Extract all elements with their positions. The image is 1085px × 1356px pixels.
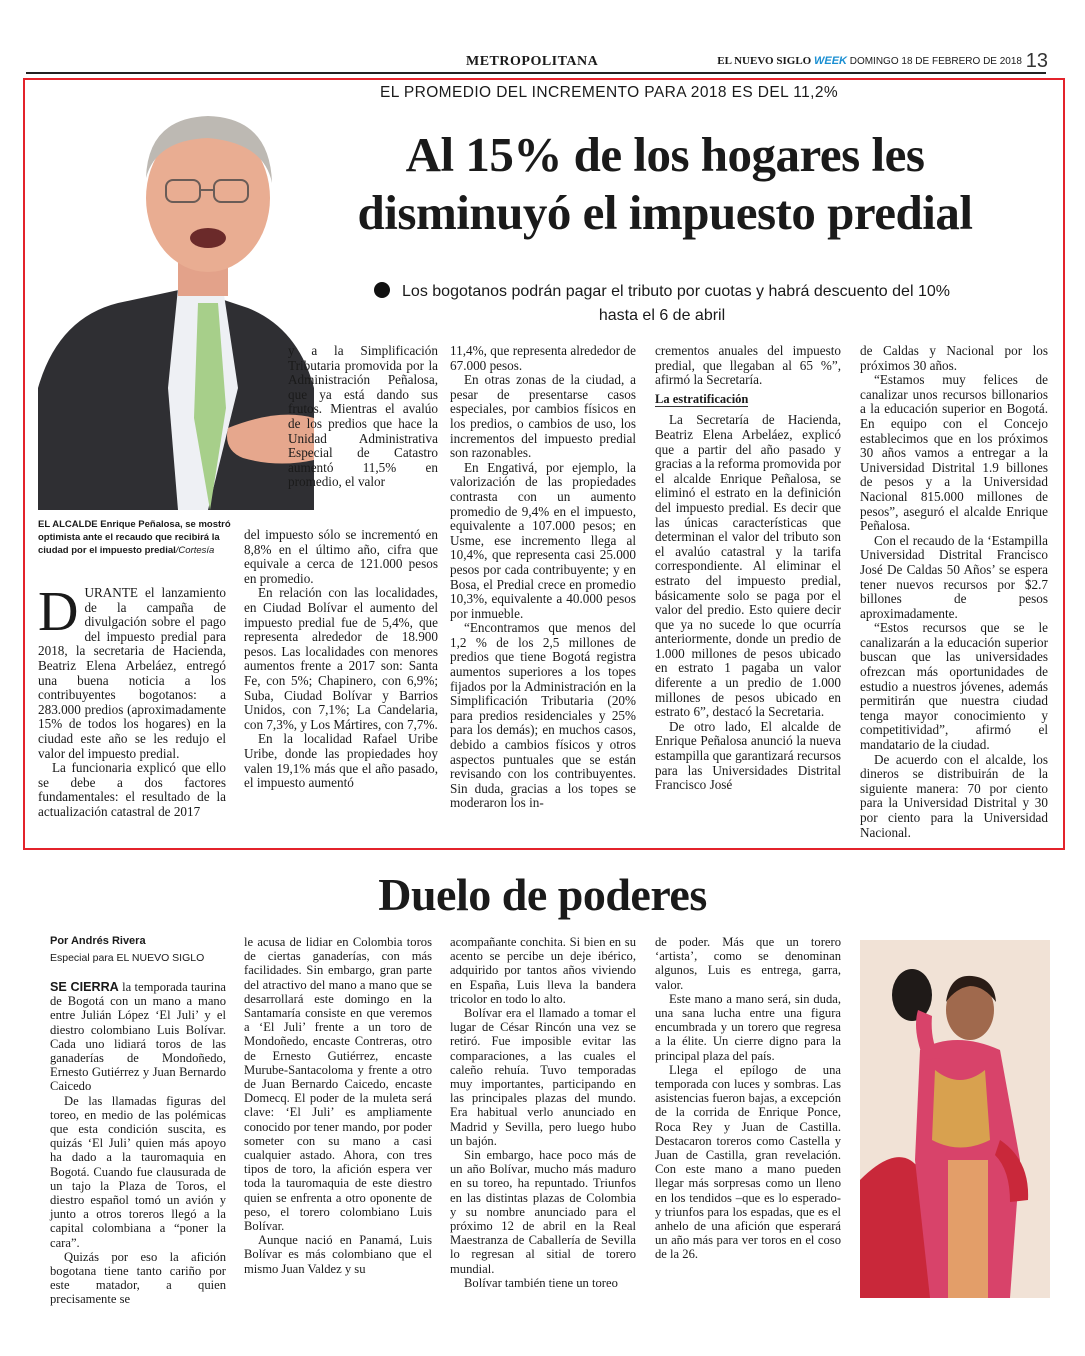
paragraph: En otras zonas de la ciudad, a pesar de presentarse casos especiales, por cambios físicos en los predios, o cambios de uso, los incrementos del impuesto predial son razonables. (450, 372, 636, 461)
paragraph: acompañante conchita. Si bien en su acento se percibe un deje ibérico, adquirido por tantos años viviendo en España, Luis lleva la bandera tricolor en todo lo alto. (450, 935, 636, 1006)
caption-text: EL ALCALDE Enrique Peñalosa, se mostró optimista ante el recaudo que recibirá la ciudad por el impuesto predial (38, 519, 231, 556)
issue-date: DOMINGO 18 DE FEBRERO DE 2018 (849, 56, 1022, 67)
paragraph: URANTE el lanzamiento de la campaña de divulgación sobre el pago del impuesto predial para 2018, la secretaria de Hacienda, Beatriz Elena Arbeláez, entregó una buena noticia a los contribuyentes bogotanos: a 283.000 predios (aproximadamente 15% de todos los hogares) en la ciudad este año se les redujo el valor del impuesto predial. (38, 585, 226, 761)
summary-line-2: hasta el 6 de abril (598, 307, 726, 324)
paragraph: 11,4%, que representa alrededor de 67.000 pesos. (450, 343, 636, 373)
article-column-3 (450, 344, 636, 811)
byline-subtitle: Especial para EL NUEVO SIGLO (50, 952, 205, 964)
paragraph: De otro lado, El alcalde de Enrique Peñalosa anunció la nueva estampilla que garantizará recursos para las Universidades Distrital Francisco José (655, 718, 841, 793)
paragraph: De las llamadas figuras del toreo, en medio de las polémicas que esta condición suscita, es quizás ‘El Juli’ quien más apoyo ha dado a la tauromaquia en Bogotá. Cuando fue clausurada de un tajo la Plaza de Toros, el diestro español tomó un avión y junto a otros toreros llegó a la capital colombiana a “poner la cara”. (50, 1093, 226, 1250)
paragraph: La funcionaria explicó que ello se debe a dos factores fundamentales: el resultado de la actualización catastral de 2017 (38, 760, 226, 819)
article-headline (310, 126, 1020, 242)
article-2-column-3 (450, 935, 636, 1290)
paragraph: del impuesto sólo se incrementó en 8,8% en el último año, cifra que equivale a cerca de 121.000 pesos en promedio. (244, 527, 438, 586)
mayor-photo-caption (38, 518, 238, 557)
article-2-column-4 (655, 935, 841, 1262)
article-column-2-top (288, 344, 438, 490)
page-header (26, 52, 1050, 74)
publication-info (717, 55, 1022, 67)
paragraph: la temporada taurina de Bogotá con un mano a mano entre Julián López ‘El Juli’ y el diestro colombiano Luis Bolívar. Cada uno lidiará toros de las ganaderías de Mondoñedo, Ernesto Gutiérrez y Juan Bernardo Caicedo (50, 980, 227, 1094)
bullet-icon (374, 282, 390, 298)
article-column-5 (860, 344, 1048, 840)
article-summary (322, 280, 1002, 328)
lead-word: SE CIERRA (50, 980, 119, 994)
paragraph: le acusa de lidiar en Colombia toros de ciertas ganaderías, con más facilidades. Sin embargo, gran parte del atractivo del mano a mano que se desarrollará este domingo en la Santamaría consiste en que veremos a ‘El Juli’ frente a un toro de Mondoñedo, encaste Contreras, otro de Ernesto Gutiérrez, encaste Murube-Santacoloma y frente a otro de Juan Bernardo Caicedo, encaste Domecq. El poder de la muleta será clave: ‘El Juli’ es ampliamente conocido por tener mando, por poder someter con su mano a casi cualquier astado. Ahora, con tres tipos de toro, la afición espera ver toda la tauromaquia de este diestro quien se enfrenta a otro oponente de peso, el torero colombiano Luis Bolívar. (244, 935, 432, 1234)
page-number: 13 (1025, 50, 1048, 72)
paper-name: EL NUEVO SIGLO (717, 55, 812, 67)
paragraph: En la localidad Rafael Uribe Uribe, donde las propiedades hoy valen 19,1% más que el año pasado, el impuesto aumentó (244, 731, 438, 791)
paragraph: La Secretaría de Hacienda, Beatriz Elena Arbeláez, explicó que a partir del año pasado y gracias a la reforma promovida por el alcalde Enrique Peñalosa, se eliminó el estrato en la definición del impuesto predial. Es decir que las únicas características que determinan el valor del tributo son el avalúo catastral y la tarifa correspondiente. Al eliminar el estrato del impuesto predial, básicamente solo se paga por el valor del predio. Esto quiere decir que ya no sucede lo que ocurría anteriormente, donde un predio de 1.000 millones de pesos ubicado en estrato 1 pagaba un valor diferente a un predio de 1.000 millones de pesos ubicado en estrato 6”, destacó la Secretaria. (655, 412, 841, 720)
paragraph: Este mano a mano será, sin duda, una sana lucha entre una figura encumbrada y un torero que regresa a la élite. Un cierre digno para la principal plaza del país. (655, 991, 841, 1063)
section-subhead: La estratificación (655, 391, 749, 406)
edition-name: WEEK (813, 55, 847, 67)
paragraph: de Caldas y Nacional por los próximos 30 años. (860, 343, 1048, 373)
paragraph: Llega el epílogo de una temporada con luces y sombras. Las asistencias fueron bajas, a excepción de la corrida de Enrique Ponce, Roca Rey y Juan de Castilla. Destacaron toreros como Castella y Juan de Castilla, gran revelación. Con este mano a mano pueden llegar más sorpresas como un lleno en los tendidos –que es lo esperado- y triunfos para los espadas, que es el anhelo de una afición que esperará un año más para ver toros en el coso de la 26. (655, 1062, 841, 1262)
paragraph: En relación con las localidades, en Ciudad Bolívar el aumento del impuesto predial fue de 5,4%, que representa alrededor de 18.900 pesos. Las localidades con menores aumentos frente a 2017 son: Santa Fe, con 5%; Chapinero, con 6,9%; Suba, Ciudad Bolívar y Barrios Unidos, con 7,1%; La Candelaria, con 7,3%, y Los Mártires, con 7,7%. (244, 585, 438, 732)
paragraph: Bolívar también tiene un toreo (464, 1275, 618, 1290)
paragraph: “Estamos muy felices de canalizar unos recursos billonarios a la educación superior en Bogotá. En equipo con el Concejo establecimos que en los próximos 30 años vamos a entregar a la Universidad Distrital 1.9 billones de pesos y a la Universidad Nacional 815.000 millones de pesos”, aseguró el alcalde Enrique Peñalosa. (860, 372, 1048, 534)
headline-line-1: Al 15% de los hogares les (405, 127, 925, 182)
paragraph: Quizás por eso la afición bogotana tiene tanto cariño por este matador, a quien precisamente se (50, 1249, 226, 1307)
paragraph: de poder. Más que un torero ‘artista’, como se denominan algunos, Luis es entrega, garra, valor. (655, 935, 841, 992)
paragraph: De acuerdo con el alcalde, los dineros se distribuirán de la siguiente manera: 70 por ciento para la Universidad Distrital y 30 por ciento para la Universidad Nacional. (860, 751, 1048, 840)
byline: Por Andrés Rivera (50, 935, 146, 947)
paragraph: “Encontramos que menos del 1,2 % de los 2,5 millones de predios que tiene Bogotá registra aumentos superiores a los topes fijados por la Administración en la Simplificación Tributaria (20% para predios residenciales y 25% para los demás); en muchos casos, debido a cambios físicos y otros aspectos puntuales que se están revisando con los contribuyentes. Sin duda, gracias a los topes se moderaron los in- (450, 620, 636, 811)
bullfighter-photo (860, 940, 1050, 1298)
bullfighter-illustration (860, 940, 1050, 1298)
article-2-headline: Duelo de poderes (378, 869, 707, 920)
article-column-4 (655, 344, 841, 793)
paragraph: Bolívar era el llamado a tomar el lugar de César Rincón una vez se retiró. Fue imposible evitar las comparaciones, a las cuales el caleño rehuía. Tuvo temporadas muy importantes, participando en las principales plazas del mundo. Era habitual verlo anunciado en Madrid y Sevilla, pero luego hubo un bajón. (450, 1006, 636, 1148)
drop-cap: D (38, 581, 79, 643)
paragraph: Con el recaudo de la ‘Estampilla Universidad Distrital Francisco José De Caldas 50 Años’ se espera tener nuevos recursos por $2.7 billones de pesos aproximadamente. (860, 532, 1048, 621)
paragraph: y a la Simplificación Tributaria promovida por la Administración Peñalosa, que ya está dando sus frutos. Mientras el avalúo de los predios que hace la Unidad Administrativa Especial de Catastro aumentó 11,5% en promedio, el valor (288, 343, 438, 490)
article-column-1 (38, 581, 226, 820)
photo-credit: /Cortesía (175, 545, 215, 556)
article-2-column-1 (50, 980, 226, 1307)
article-kicker: EL PROMEDIO DEL INCREMENTO PARA 2018 ES DEL 11,2% (380, 84, 839, 101)
paragraph: Sin embargo, hace poco más de un año Bolívar, mucho más maduro en su toreo, ha repuntado. Triunfos en las distintas plazas de Colombia y su nombre anunciado para el próximo 12 de abril en la Real Maestranza de Caballería de Sevilla lo regresan al sitial de torero mundial. (450, 1148, 636, 1276)
paragraph: Aunque nació en Panamá, Luis Bolívar es más colombiano que el mismo Juan Valdez y su (244, 1233, 432, 1276)
mayor-illustration (38, 88, 314, 510)
section-name: METROPOLITANA (466, 54, 599, 69)
header-rule (26, 72, 1046, 74)
paragraph: “Estos recursos que se le canalizarán a la educación superior buscan que las universidades ofrezcan más oportunidades de estudio a nuestros jóvenes, además permitirán que nuestra ciudad tenga mayor conocimiento y competitividad”, afirmó el mandatario de la ciudad. (860, 620, 1048, 753)
paragraph: En Engativá, por ejemplo, la valorización de las propiedades contrasta con un aumento promedio de 9,4% en el impuesto, equivalente a 107.000 pesos; en Usme, ese incremento llega al 10,4%, que representa casi 25.000 pesos por cada contribuyente; y en Bosa, el Predial crece en promedio 10,3%, equivalente a 40.000 pesos por inmueble. (450, 459, 636, 621)
headline-line-2: disminuyó el impuesto predial (357, 185, 973, 240)
paragraph: crementos anuales del impuesto predial, que llegaban al 65 %”, afirmó la Secretaría. (655, 343, 841, 388)
summary-line-1: Los bogotanos podrán pagar el tributo por cuotas y habrá descuento del 10% (402, 283, 950, 300)
mayor-photo (38, 88, 314, 510)
article-2-column-2 (244, 935, 432, 1276)
article-column-2 (244, 528, 438, 791)
